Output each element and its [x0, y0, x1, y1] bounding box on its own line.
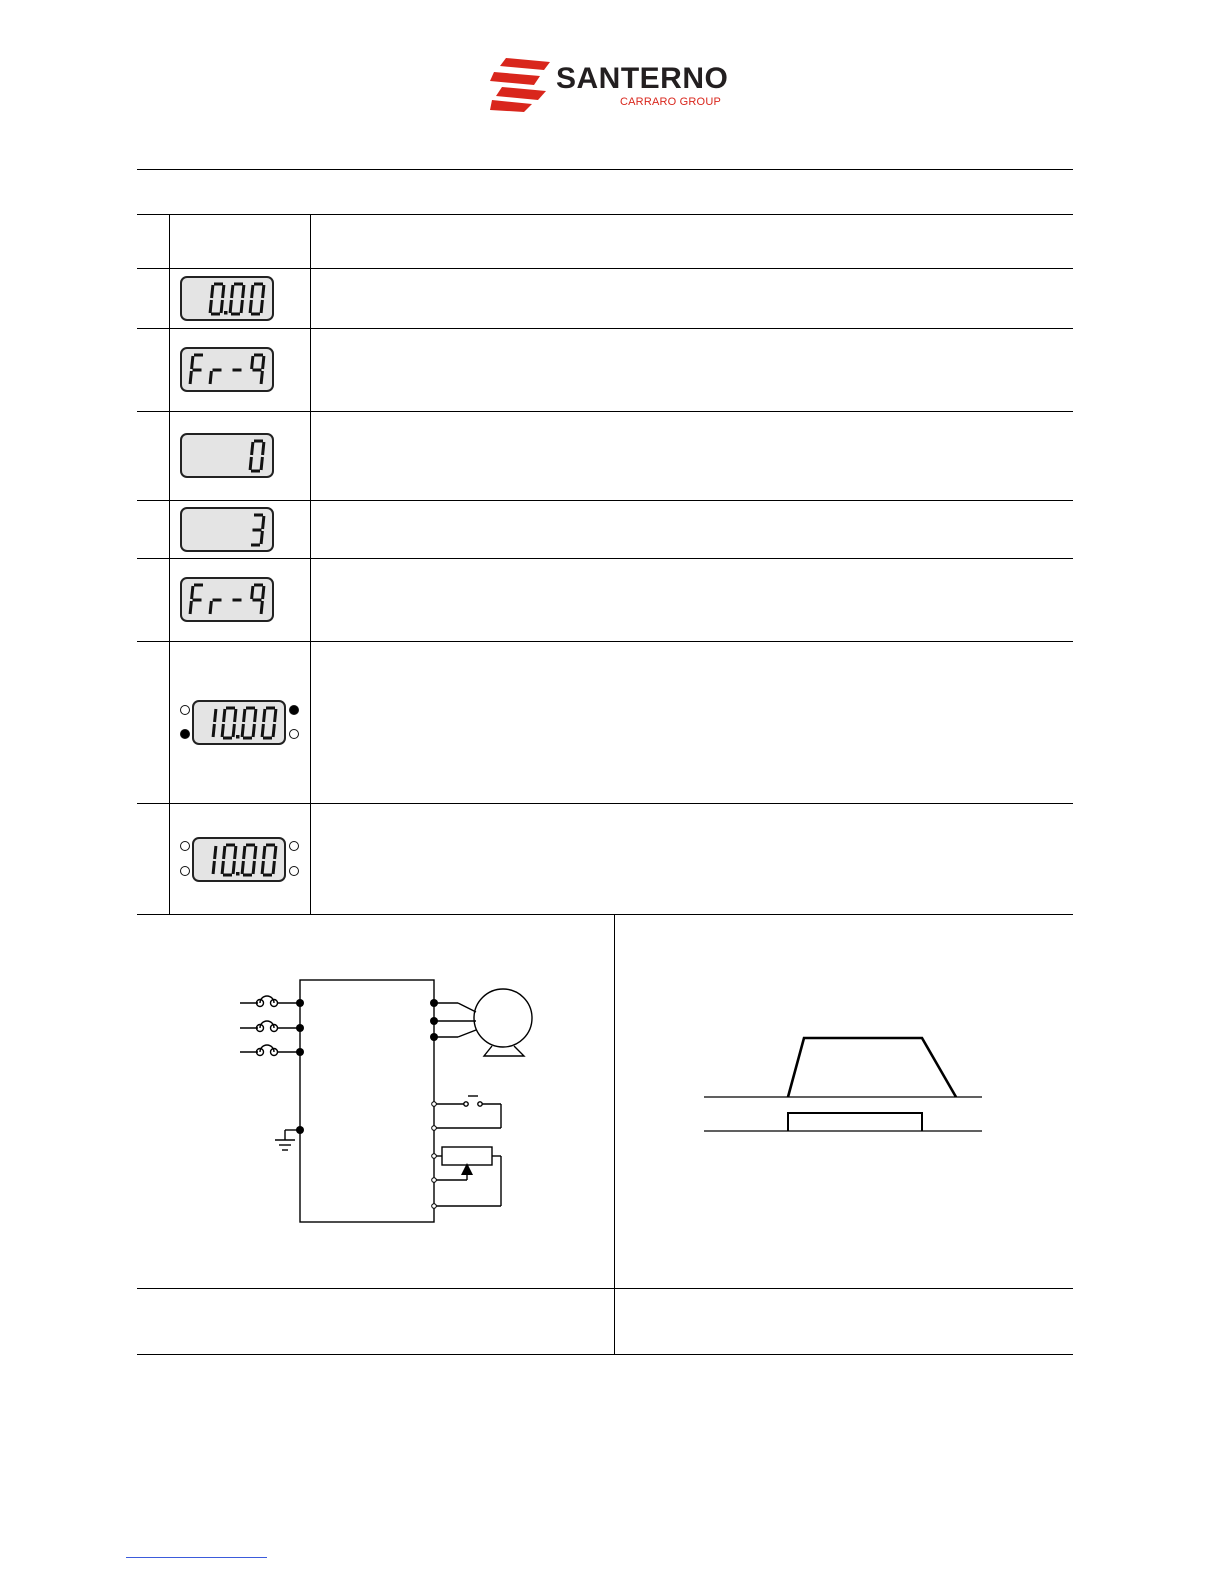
keypad-display: [180, 577, 274, 622]
row-rule: [137, 500, 1073, 501]
led-indicator: [180, 866, 190, 876]
lcd-segment: [242, 861, 243, 874]
lcd-segment: [210, 371, 211, 384]
lcd-decimal-point: [236, 872, 240, 876]
timing-chart-icon: [700, 1030, 990, 1140]
row-rule: [137, 558, 1073, 559]
lcd-segment: [243, 285, 244, 298]
lcd-segment: [252, 442, 253, 455]
lcd-segment: [210, 601, 211, 614]
lcd-segment: [263, 285, 264, 298]
lcd-segment: [261, 531, 262, 544]
lcd-segment: [273, 861, 274, 874]
lcd-segment: [222, 724, 223, 737]
lcd-segment: [213, 724, 214, 737]
lcd-segment: [250, 300, 251, 313]
led-indicator: [289, 841, 299, 851]
logo-name: SANTERNO: [556, 62, 729, 95]
row-rule: [137, 641, 1073, 642]
wiring-diagram-icon: [230, 970, 550, 1230]
lcd-segment: [192, 356, 193, 369]
lcd-segment: [244, 846, 245, 859]
lcd-segment: [275, 709, 276, 722]
lcd-segment: [264, 709, 265, 722]
row-rule: [137, 268, 1073, 269]
lcd-segment: [242, 724, 243, 737]
display-digits: [182, 579, 272, 620]
display-digits: [182, 278, 272, 319]
page-bottom-rule: [137, 1354, 1073, 1355]
lcd-segment: [262, 724, 263, 737]
display-digits: [182, 349, 272, 390]
lcd-segment: [233, 861, 234, 874]
lcd-segment: [215, 846, 216, 859]
lcd-segment: [263, 442, 264, 455]
lcd-segment: [224, 846, 225, 859]
lcd-segment: [264, 846, 265, 859]
lcd-segment: [261, 371, 262, 384]
lcd-segment: [233, 724, 234, 737]
lcd-segment: [235, 709, 236, 722]
lcd-segment: [253, 724, 254, 737]
display-digits: [182, 509, 272, 550]
diagram-divider: [614, 914, 615, 1354]
lcd-segment: [190, 601, 191, 614]
keypad-display: [192, 837, 286, 882]
lcd-segment: [263, 516, 264, 529]
lcd-segment: [250, 457, 251, 470]
lcd-segment: [263, 586, 264, 599]
led-indicator: [180, 841, 190, 851]
keypad-display: [180, 347, 274, 392]
led-indicator: [180, 705, 190, 715]
lcd-decimal-point: [236, 735, 240, 739]
lcd-segment: [212, 285, 213, 298]
lcd-segment: [222, 861, 223, 874]
lcd-segment: [253, 861, 254, 874]
keypad-display: [180, 433, 274, 478]
row-rule: [137, 328, 1073, 329]
row-rule: [137, 803, 1073, 804]
lcd-segment: [241, 300, 242, 313]
keypad-display: [180, 276, 274, 321]
lcd-segment: [244, 709, 245, 722]
lcd-decimal-point: [224, 311, 228, 315]
led-indicator: [289, 866, 299, 876]
lcd-segment: [190, 371, 191, 384]
table-top-rule: [137, 214, 1073, 215]
lcd-segment: [192, 586, 193, 599]
diagram-bottom-rule: [137, 1288, 1073, 1289]
lcd-segment: [273, 724, 274, 737]
footer-link-underline[interactable]: [126, 1557, 267, 1558]
lcd-segment: [261, 601, 262, 614]
lcd-segment: [261, 457, 262, 470]
lcd-segment: [262, 861, 263, 874]
keypad-display: [192, 700, 286, 745]
santerno-logo: [488, 56, 728, 118]
lcd-segment: [210, 300, 211, 313]
display-digits: [194, 702, 284, 743]
lcd-segment: [255, 846, 256, 859]
column-rule: [169, 214, 170, 914]
lcd-segment: [255, 709, 256, 722]
santerno-swoosh-icon: [488, 56, 552, 114]
table-bottom-rule: [137, 914, 1073, 915]
lcd-segment: [213, 861, 214, 874]
column-rule: [310, 214, 311, 914]
led-indicator: [289, 705, 299, 715]
keypad-display: [180, 507, 274, 552]
lcd-segment: [261, 300, 262, 313]
lcd-segment: [252, 356, 253, 369]
row-rule: [137, 411, 1073, 412]
lcd-segment: [252, 285, 253, 298]
lcd-segment: [263, 356, 264, 369]
led-indicator: [180, 729, 190, 739]
title-rule: [137, 169, 1073, 170]
lcd-segment: [275, 846, 276, 859]
lcd-segment: [232, 285, 233, 298]
lcd-segment: [215, 709, 216, 722]
lcd-segment: [221, 300, 222, 313]
logo-group: CARRARO GROUP: [620, 96, 721, 108]
lcd-segment: [230, 300, 231, 313]
led-indicator: [289, 729, 299, 739]
display-digits: [182, 435, 272, 476]
lcd-segment: [235, 846, 236, 859]
lcd-segment: [224, 709, 225, 722]
lcd-segment: [223, 285, 224, 298]
lcd-segment: [252, 586, 253, 599]
display-digits: [194, 839, 284, 880]
